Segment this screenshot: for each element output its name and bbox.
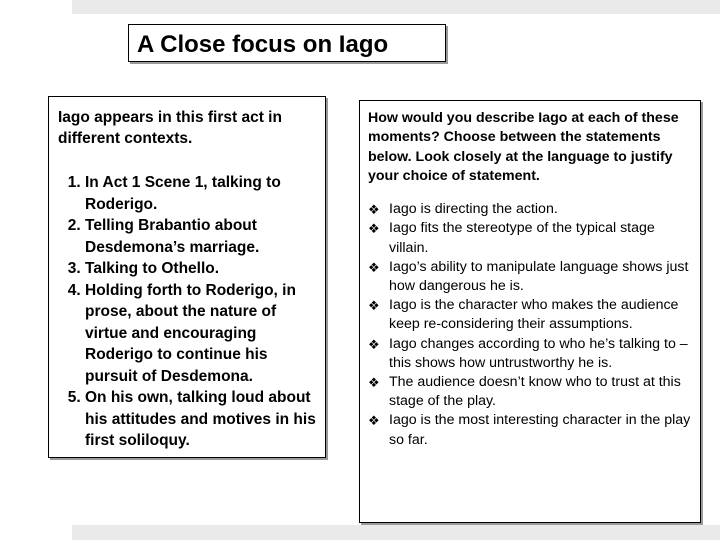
statement-text: Iago fits the stereotype of the typical stage villain. xyxy=(389,220,655,256)
top-decorative-band xyxy=(72,0,720,14)
statements-panel xyxy=(359,100,701,523)
diamond-bullet-icon: ❖ xyxy=(368,298,380,314)
statement-text: Iago changes according to who he’s talking to – this shows how untrustworthy he is. xyxy=(389,335,688,371)
title-box xyxy=(128,24,446,62)
diamond-bullet-icon: ❖ xyxy=(368,375,380,391)
list-item: 3. Talking to Othello. xyxy=(85,258,317,280)
bottom-decorative-band xyxy=(72,525,720,540)
diamond-bullet-icon: ❖ xyxy=(368,336,380,352)
contexts-heading: Iago appears in this first act in different contexts. xyxy=(58,109,282,147)
list-item: 2. Telling Brabantio about Desdemona’s marriage. xyxy=(85,215,317,258)
diamond-bullet-icon: ❖ xyxy=(368,413,380,429)
page-title: A Close focus on Iago xyxy=(137,31,389,58)
statement-text: Iago is the most interesting character in the play so far. xyxy=(389,412,691,448)
diamond-bullet-icon: ❖ xyxy=(368,259,380,275)
statements-list xyxy=(368,200,694,450)
contexts-list xyxy=(58,172,317,452)
list-item xyxy=(368,219,694,257)
list-item xyxy=(368,373,694,411)
statement-text: Iago is the character who makes the audience keep re-considering their assumptions. xyxy=(389,297,679,333)
list-item: 1. In Act 1 Scene 1, talking to Roderigo. xyxy=(85,172,317,215)
statement-text: The audience doesn’t know who to trust at this stage of the play. xyxy=(389,374,681,410)
contexts-panel xyxy=(48,96,326,458)
statement-text: Iago is directing the action. xyxy=(389,201,558,218)
statement-text: Iago’s ability to manipulate language shows just how dangerous he is. xyxy=(389,258,689,294)
diamond-bullet-icon: ❖ xyxy=(368,202,380,218)
list-item xyxy=(368,335,694,373)
list-item xyxy=(368,296,694,334)
list-item xyxy=(368,258,694,296)
statements-heading: How would you describe Iago at each of these moments? Choose between the statements below. Look closely at the language to justify your choice of statement. xyxy=(368,110,679,184)
list-item: 4. Holding forth to Roderigo, in prose, about the nature of virtue and encouraging Roderigo to continue his pursuit of Desdemona. xyxy=(85,280,317,388)
list-item: 5. On his own, talking loud about his attitudes and motives in his first soliloquy. xyxy=(85,387,317,452)
diamond-bullet-icon: ❖ xyxy=(368,221,380,237)
list-item xyxy=(368,200,694,219)
list-item xyxy=(368,411,694,449)
